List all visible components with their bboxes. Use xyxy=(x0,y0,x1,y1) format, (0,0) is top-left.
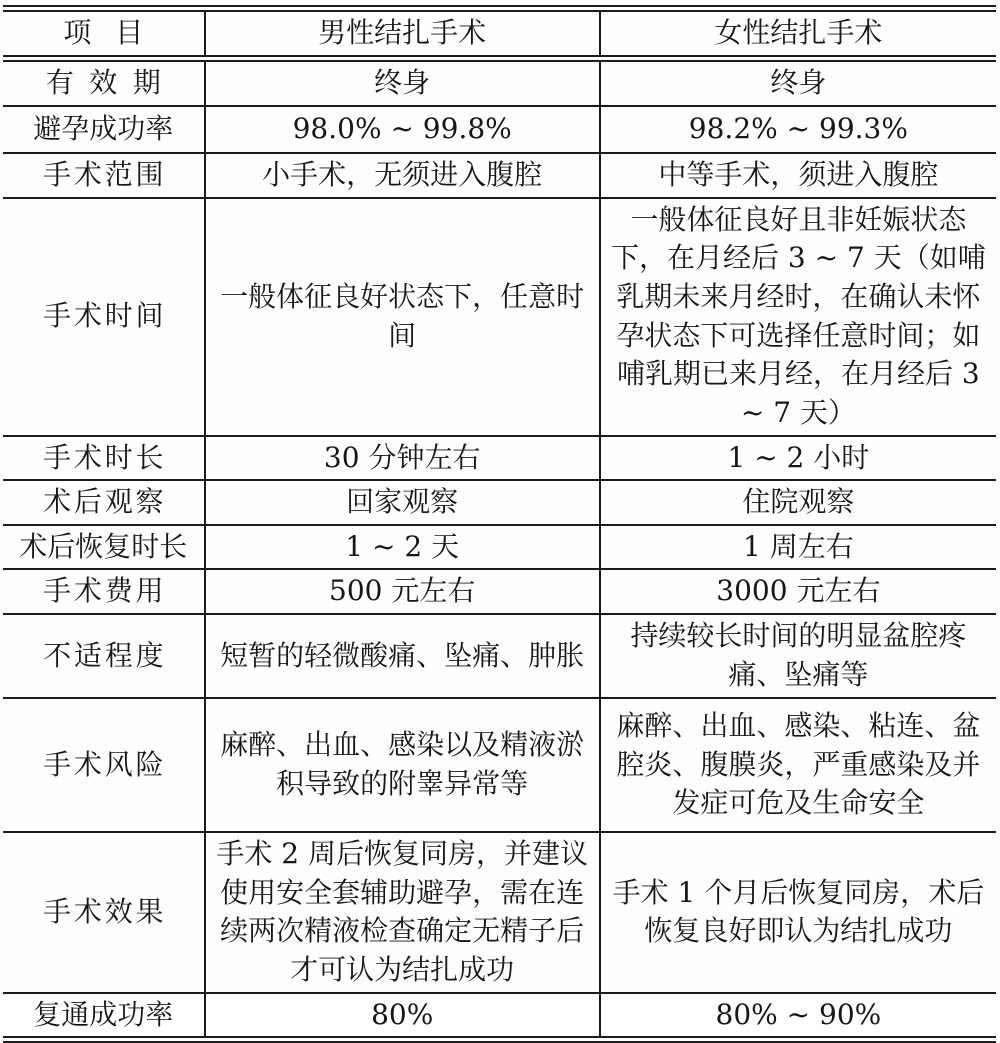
row-label-reversal-rate: 复通成功率 xyxy=(3,993,205,1040)
cell-risk-female: 麻醉、出血、感染、粘连、盆腔炎、腹膜炎，严重感染及并发症可危及生命安全 xyxy=(600,698,996,832)
table-row-discomfort xyxy=(3,614,996,698)
table-row-recovery xyxy=(3,525,996,570)
cell-observation-female: 住院观察 xyxy=(600,480,996,525)
cell-timing-female: 一般体征良好且非妊娠状态下，在月经后 3 ~ 7 天（如哺乳期未来月经时，在确认未怀孕状态下可选择任意时间；如哺乳期已来月经，在月经后 3 ~ 7 天） xyxy=(600,198,996,436)
row-label-discomfort: 不适程度 xyxy=(3,614,205,698)
row-label-timing: 手术时间 xyxy=(3,198,205,436)
cell-success-rate-male: 98.0% ~ 99.8% xyxy=(205,106,600,153)
table-row-timing xyxy=(3,198,996,436)
row-label-risk: 手术风险 xyxy=(3,698,205,832)
table-row-scope xyxy=(3,153,996,198)
cell-reversal-rate-male: 80% xyxy=(205,993,600,1040)
header-female-surgery: 女性结扎手术 xyxy=(600,9,996,59)
cell-cost-male: 500 元左右 xyxy=(205,569,600,614)
row-label-recovery: 术后恢复时长 xyxy=(3,525,205,570)
table-row-observation xyxy=(3,480,996,525)
cell-duration-female: 1 ~ 2 小时 xyxy=(600,436,996,481)
table-row-risk xyxy=(3,698,996,832)
cell-success-rate-female: 98.2% ~ 99.3% xyxy=(600,106,996,153)
row-label-duration: 手术时长 xyxy=(3,436,205,481)
row-label-observation: 术后观察 xyxy=(3,480,205,525)
cell-effect-male: 手术 2 周后恢复同房，并建议使用安全套辅助避孕，需在连续两次精液检查确定无精子后才可认为结扎成功 xyxy=(205,832,600,993)
cell-effect-female: 手术 1 个月后恢复同房，术后恢复良好即认为结扎成功 xyxy=(600,832,996,993)
row-label-scope: 手术范围 xyxy=(3,153,205,198)
cell-reversal-rate-female: 80% ~ 90% xyxy=(600,993,996,1040)
cell-validity-male: 终身 xyxy=(205,58,600,106)
cell-risk-male: 麻醉、出血、感染以及精液淤积导致的附睾异常等 xyxy=(205,698,600,832)
table-row-effect xyxy=(3,832,996,993)
cell-discomfort-male: 短暂的轻微酸痛、坠痛、肿胀 xyxy=(205,614,600,698)
table-row-validity xyxy=(3,58,996,106)
table-row-duration xyxy=(3,436,996,481)
cell-scope-male: 小手术，无须进入腹腔 xyxy=(205,153,600,198)
cell-timing-male: 一般体征良好状态下，任意时间 xyxy=(205,198,600,436)
row-label-validity: 有效期 xyxy=(45,66,177,100)
table-row-cost xyxy=(3,569,996,614)
header-item: 项目 xyxy=(3,9,205,59)
cell-duration-male: 30 分钟左右 xyxy=(205,436,600,481)
row-label-cost: 手术费用 xyxy=(3,569,205,614)
cell-validity-female: 终身 xyxy=(600,58,996,106)
cell-observation-male: 回家观察 xyxy=(205,480,600,525)
row-label-effect: 手术效果 xyxy=(3,832,205,993)
cell-recovery-female: 1 周左右 xyxy=(600,525,996,570)
cell-scope-female: 中等手术，须进入腹腔 xyxy=(600,153,996,198)
cell-cost-female: 3000 元左右 xyxy=(600,569,996,614)
header-male-surgery: 男性结扎手术 xyxy=(205,9,600,59)
sterilization-comparison-table xyxy=(3,5,996,1043)
row-label-success-rate: 避孕成功率 xyxy=(3,106,205,153)
cell-discomfort-female: 持续较长时间的明显盆腔疼痛、坠痛等 xyxy=(600,614,996,698)
table-row-success-rate xyxy=(3,106,996,153)
table-row-reversal-rate xyxy=(3,993,996,1040)
cell-recovery-male: 1 ~ 2 天 xyxy=(205,525,600,570)
header-row xyxy=(3,9,996,59)
